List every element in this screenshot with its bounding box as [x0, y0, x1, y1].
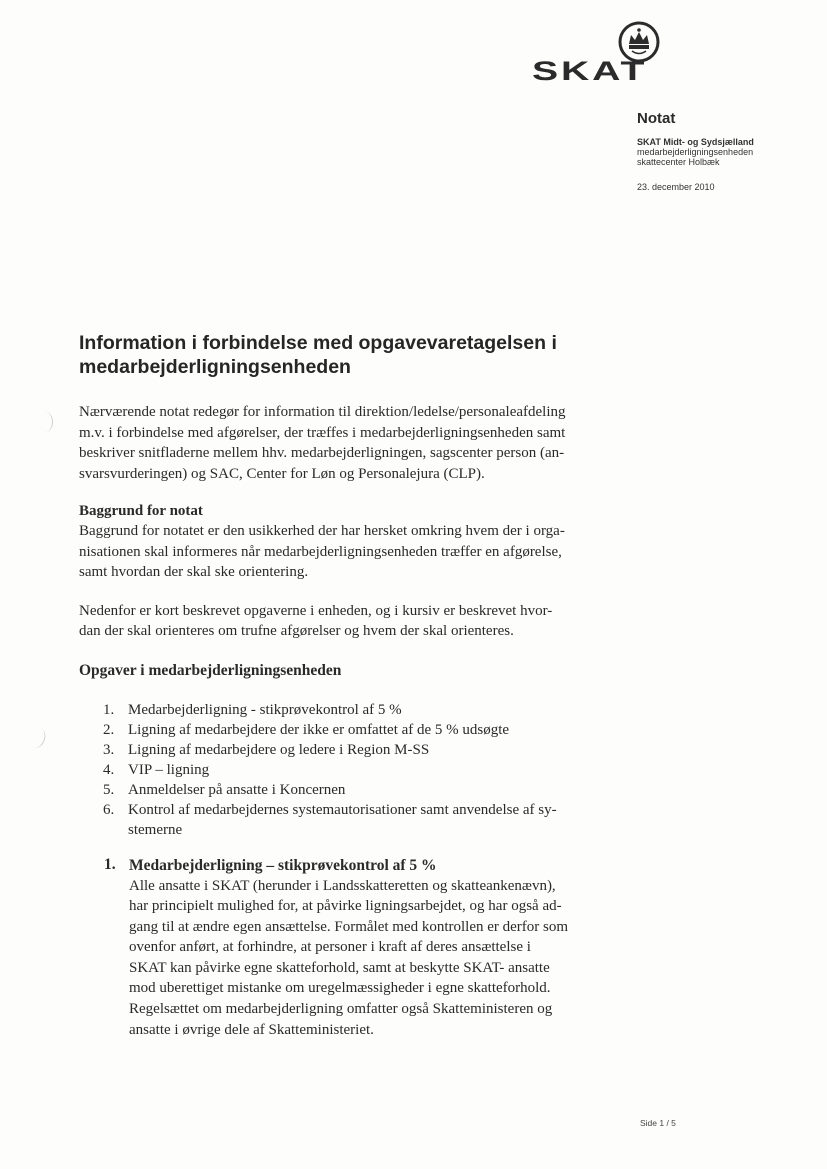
scan-mark — [38, 412, 53, 432]
section-1-paragraph: Alle ansatte i SKAT (herunder i Landsskatteretten og skatteankenævn), har principielt mulighed for, at påvirke ligningsarbejdet, og har også ad- gang til at ændre egen ansættelse. Formålet med kontrollen er derfor som ovenfor anført, at forhindre, at personer i kraft af deres ansættelse i SKAT kan påvirke egne skatteforhold, samt at beskytte SKAT- ansatte mod uberettiget mistanke om uregelmæssigheder i egne skatteforhold. Regelsættet om medarbejderligning omfatter også Skatteministeren og ansatte i øvrige dele af Skatteministeriet. — [129, 877, 569, 1038]
list-item: 4. VIP – ligning — [103, 761, 210, 778]
section-1-heading: Medarbejderligning – stikprøvekontrol af 5 % — [129, 856, 437, 874]
center-name: skattecenter Holbæk — [637, 157, 720, 167]
list-item: 3. Ligning af medarbejdere og ledere i Region M-SS — [103, 741, 430, 758]
background-heading: Baggrund for notat — [79, 503, 203, 519]
info-block — [637, 110, 822, 192]
background-paragraph: Baggrund for notatet er den usikkerhed der har hersket omkring hvem der i orga- nisationen skal informeres når medarbejderligningsenheden træffer en afgørelse, samt hvordan der skal ske orientering. — [79, 523, 565, 580]
document-title: Information i forbindelse med opgavevaretagelsen i medarbejderligningsenheden — [79, 332, 557, 378]
section-1 — [79, 856, 624, 1041]
overview-paragraph: Nedenfor er kort beskrevet opgaverne i enheden, og i kursiv er beskrevet hvor- dan der skal orienteres om trufne afgørelser og hvem der skal orienteres. — [79, 602, 553, 639]
section-1-number: 1. — [104, 855, 116, 873]
page-number: Side 1 / 5 — [640, 1118, 676, 1128]
list-item: 1. Medarbejderligning - stikprøvekontrol af 5 % — [103, 701, 402, 718]
document-body — [79, 331, 624, 1040]
skat-logo-wordmark: SKAT — [532, 56, 648, 86]
document-date: 23. december 2010 — [637, 182, 715, 192]
intro-paragraph: Nærværende notat redegør for information til direktion/ledelse/personaleafdeling m.v. i forbindelse med afgørelser, der træffes i medarbejderligningsenheden samt beskriver snitfladerne mellem hhv. medarbejderligningen, sagscenter person (an- svarsvurderingen) og SAC, Center for Løn og Personalejura (CLP). — [79, 404, 566, 482]
list-item: 2. Ligning af medarbejdere der ikke er omfattet af de 5 % udsøgte — [103, 721, 510, 738]
list-item: 5. Anmeldelser på ansatte i Koncernen — [103, 781, 346, 798]
scan-mark — [27, 726, 48, 750]
tasks-heading: Opgaver i medarbejderligningsenheden — [79, 661, 342, 679]
tasks-list — [79, 700, 624, 840]
list-item: 6. Kontrol af medarbejdernes systemautorisationer samt anvendelse af sy- stemerne — [103, 801, 557, 838]
organization-name: SKAT Midt- og Sydsjælland — [637, 137, 754, 147]
unit-name: medarbejderligningsenheden — [637, 147, 754, 157]
document-type-label: Notat — [637, 110, 676, 127]
